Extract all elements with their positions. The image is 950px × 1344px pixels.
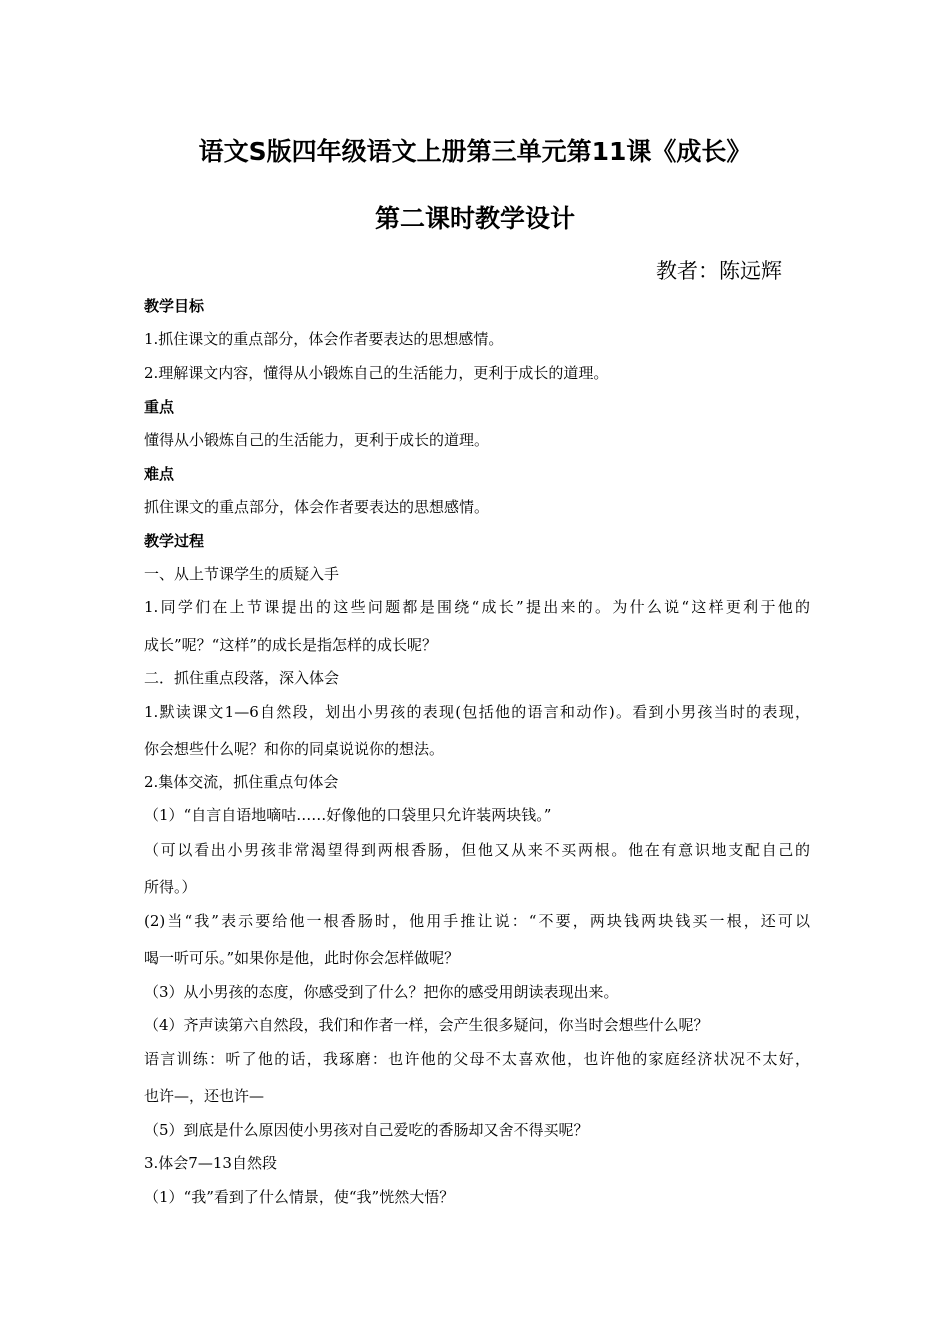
body-line: （可以看出小男孩非常渴望得到两根香肠，但他又从来不买两根。他在有意识地支配自己的: [144, 841, 810, 859]
document-title: 语文S版四年级语文上册第三单元第11课《成长》: [198, 137, 752, 166]
body-line: 2.集体交流，抓住重点句体会: [144, 773, 339, 791]
body-line: （3）从小男孩的态度，你感受到了什么？把你的感受用朗读表现出来。: [144, 983, 619, 1001]
body-line: (2)当“我”表示要给他一根香肠时，他用手推让说：“不要，两块钱两块钱买一根，还可以: [144, 912, 810, 930]
section-heading: 教学目标: [144, 297, 205, 315]
body-line: 懂得从小锻炼自己的生活能力，更利于成长的道理。: [144, 431, 490, 449]
body-line: 所得。）: [144, 878, 197, 896]
teacher-name: 教者：陈远辉: [656, 259, 782, 283]
body-line: （1）“自言自语地嘀咕……好像他的口袋里只允许装两块钱。”: [144, 806, 552, 824]
body-line: 语言训练：听了他的话，我琢磨：也许他的父母不太喜欢他，也许他的家庭经济状况不太好，: [144, 1050, 810, 1068]
body-line: 3.体会7—13自然段: [144, 1154, 277, 1172]
body-line: 1.同学们在上节课提出的这些问题都是围绕“成长”提出来的。为什么说“这样更利于他的: [144, 598, 810, 616]
section-heading: 教学过程: [144, 532, 205, 550]
body-line: 成长”呢？“这样”的成长是指怎样的成长呢？: [144, 636, 438, 654]
document-subtitle: 第二课时教学设计: [374, 204, 575, 233]
body-line: 一、从上节课学生的质疑入手: [144, 565, 340, 583]
section-heading: 重点: [144, 398, 175, 416]
body-line: （5）到底是什么原因使小男孩对自己爱吃的香肠却又舍不得买呢？: [144, 1121, 589, 1139]
body-line: 1.默读课文1—6自然段，划出小男孩的表现(包括他的语言和动作)。看到小男孩当时的表现，: [144, 703, 810, 721]
body-line: （1）“我”看到了什么情景，使“我”恍然大悟？: [144, 1188, 455, 1206]
body-line: （4）齐声读第六自然段，我们和作者一样，会产生很多疑问，你当时会想些什么呢？: [144, 1016, 709, 1034]
body-line: 1.抓住课文的重点部分，体会作者要表达的思想感情。: [144, 330, 504, 348]
body-line: 2.理解课文内容，懂得从小锻炼自己的生活能力，更利于成长的道理。: [144, 364, 609, 382]
body-line: 你会想些什么呢？和你的同桌说说你的想法。: [144, 740, 445, 758]
body-line: 二．抓住重点段落，深入体会: [144, 669, 340, 687]
section-heading: 难点: [144, 465, 175, 483]
body-line: 也许—，还也许—: [144, 1087, 265, 1105]
body-line: 抓住课文的重点部分，体会作者要表达的思想感情。: [144, 498, 490, 516]
body-line: 喝一听可乐。”如果你是他，此时你会怎样做呢？: [144, 949, 460, 967]
